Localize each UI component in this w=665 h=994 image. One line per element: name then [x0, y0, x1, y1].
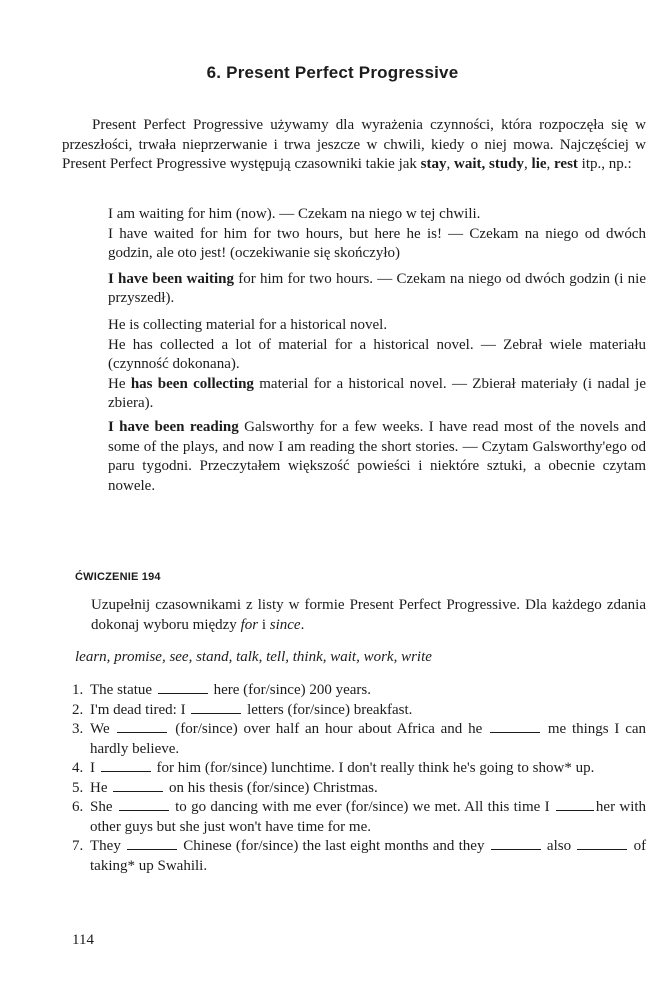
keyword: rest: [554, 156, 578, 172]
keyword: wait,: [454, 156, 486, 172]
exercise-list: [72, 681, 646, 876]
blank-field[interactable]: [101, 760, 151, 772]
blank-field[interactable]: [117, 721, 167, 733]
example-line: He has been collecting material for a historical novel. — Zbierał materiały (i nadal je zbiera).: [108, 375, 646, 411]
examples-group-1: [108, 205, 646, 309]
blank-field[interactable]: [127, 838, 177, 850]
exercise-heading: ĆWICZENIE 194: [75, 571, 161, 583]
example-line: He is collecting material for a historical novel.: [108, 317, 388, 333]
page-number: 114: [72, 932, 94, 948]
example-line: I have been waiting for him for two hours. — Czekam na niego od dwóch godzin (i nie przyszedł).: [108, 270, 646, 306]
example-line: I have been reading Galsworthy for a few weeks. I have read most of the novels and some of the plays, and now I am reading the short stories. — Czytam Galsworthy'ego od paru tygodni. Przeczytałem większość powieści i niektóre sztuki, a obecnie czytam nowele.: [108, 419, 647, 494]
exercise-item-3: 3. We (for/since) over half an hour about Africa and he me things I can hardly believe.: [72, 721, 647, 757]
intro-paragraph: Present Perfect Progressive używamy dla wyrażenia czynności, która rozpoczęła się w przeszłości, trwała nieprzerwanie i trwa jeszcze w chwili, kiedy o niej mowa. Najczęściej w Present Perfect Progressive występują czasowniki takie jak stay, wait, study, lie, rest itp., np.:: [62, 117, 646, 172]
keyword: lie: [531, 156, 547, 172]
page-title: 6. Present Perfect Progressive: [206, 63, 459, 82]
example-line: I am waiting for him (now). — Czekam na niego w tej chwili.: [108, 206, 481, 222]
word-list: learn, promise, see, stand, talk, tell, think, wait, work, write: [75, 649, 432, 665]
example-line: I have waited for him for two hours, but here he is! — Czekam na niego od dwóch godzin, ale oto jest! (oczekiwanie się skończyło): [108, 225, 646, 261]
exercise-instructions: Uzupełnij czasownikami z listy w formie Present Perfect Progressive. Dla każdego zdania dokonaj wyboru między for i since.: [91, 597, 646, 633]
example-line: He has collected a lot of material for a historical novel. — Zebrał wiele materiału (czynność dokonana).: [108, 336, 646, 372]
exercise-item-4: 4. I for him (for/since) lunchtime. I don't really think he's going to show* up.: [72, 760, 595, 776]
blank-field[interactable]: [113, 780, 163, 792]
examples-group-2: [108, 316, 646, 414]
blank-field[interactable]: [119, 799, 169, 811]
examples-group-3: [108, 418, 646, 496]
blank-field[interactable]: [490, 721, 540, 733]
keyword: stay: [420, 156, 447, 172]
blank-field[interactable]: [577, 838, 627, 850]
exercise-item-1: 1. The statue here (for/since) 200 years.: [72, 682, 371, 698]
keyword: study: [489, 156, 525, 172]
blank-field[interactable]: [491, 838, 541, 850]
blank-field[interactable]: [191, 702, 241, 714]
blank-field[interactable]: [556, 799, 594, 811]
exercise-item-5: 5. He on his thesis (for/since) Christmas.: [72, 779, 378, 796]
exercise-item-2: 2. I'm dead tired: I letters (for/since) breakfast.: [72, 701, 413, 718]
blank-field[interactable]: [158, 682, 208, 694]
exercise-item-6: 6. She to go dancing with me ever (for/since) we met. All this time I her with other guys but she just won't have time for me.: [72, 799, 647, 835]
exercise-item-7: 7. They Chinese (for/since) the last eight months and they also of taking* up Swahili.: [72, 838, 647, 874]
